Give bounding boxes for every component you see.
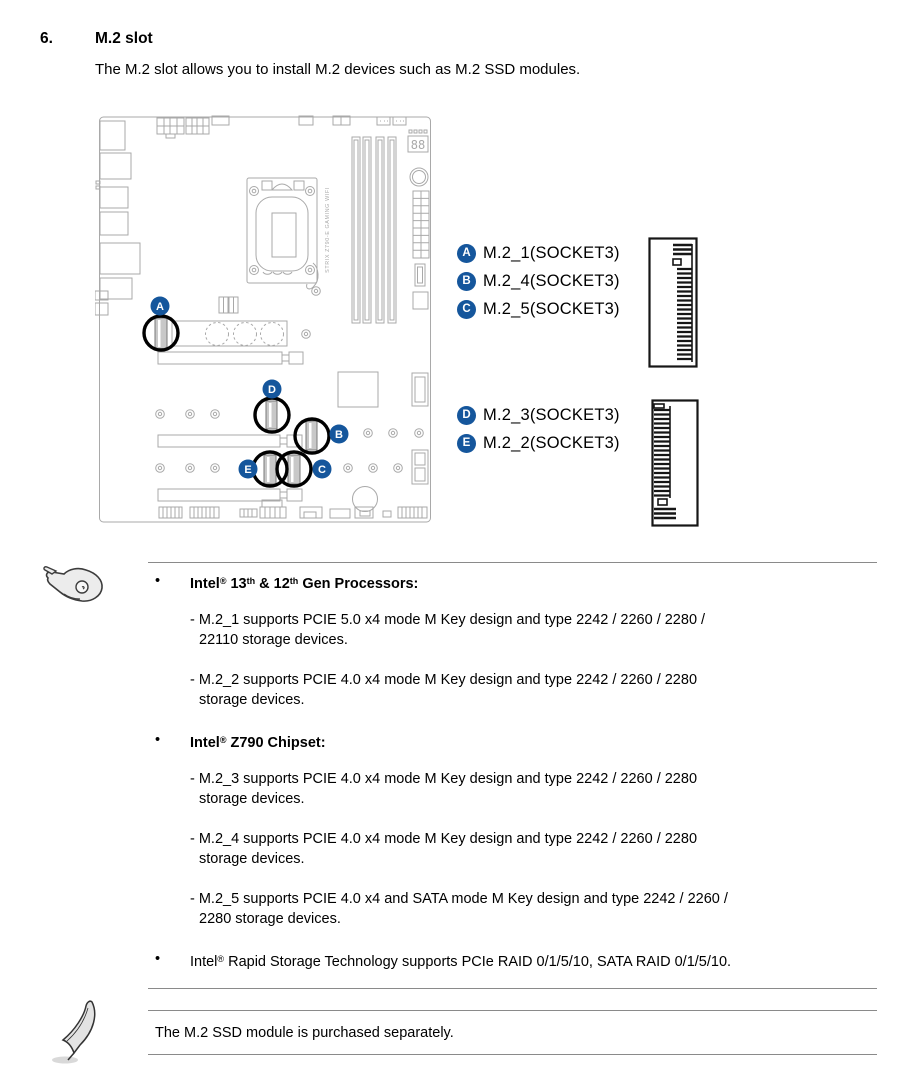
badge-e: E xyxy=(457,434,476,453)
board-marker-b xyxy=(330,425,349,444)
bullet-heading: Intel® Z790 Chipset: xyxy=(190,735,326,751)
note-block-main xyxy=(148,562,877,989)
board-marker-d xyxy=(263,380,282,399)
callout-label: M.2_3(SOCKET3) xyxy=(483,405,620,424)
callout-list-2 xyxy=(457,401,620,457)
bottom-headers xyxy=(159,500,427,518)
callout-label: M.2_1(SOCKET3) xyxy=(483,243,620,262)
m2-slot-c xyxy=(288,455,300,484)
badge-a: A xyxy=(457,244,476,263)
callout-m2-2 xyxy=(457,429,620,457)
note-subitem: - M.2_3 supports PCIE 4.0 x4 mode M Key design and type 2242 / 2260 / 2280 storage devices. xyxy=(190,771,698,807)
bullet-dot: • xyxy=(155,573,161,589)
small-headers-mid xyxy=(219,297,238,313)
board-model-label: STRIX Z790-E GAMING WIFI xyxy=(325,187,331,273)
svg-text:A: A xyxy=(156,301,164,313)
bullet-dot: • xyxy=(155,732,161,748)
callout-label: M.2_5(SOCKET3) xyxy=(483,299,620,318)
board-marker-e xyxy=(239,460,258,479)
bullet-dot: • xyxy=(155,951,161,967)
pcie-slot-1 xyxy=(158,352,303,364)
rear-io-ports xyxy=(95,121,140,315)
note-subitem: - M.2_4 supports PCIE 4.0 x4 mode M Key design and type 2242 / 2260 / 2280 storage devices. xyxy=(190,831,698,867)
chipset xyxy=(338,372,378,407)
note-bullet-0 xyxy=(148,571,877,730)
intro-text: The M.2 slot allows you to install M.2 devices such as M.2 SSD modules. xyxy=(95,61,581,78)
badge-d: D xyxy=(457,406,476,425)
m2-socket-drawing-2 xyxy=(646,398,702,528)
hand-icon xyxy=(42,563,108,620)
callout-label: M.2_2(SOCKET3) xyxy=(483,433,620,452)
m2-slot-b xyxy=(306,421,317,450)
motherboard-diagram xyxy=(95,115,435,525)
badge-b: B xyxy=(457,272,476,291)
note-subitem: - M.2_1 supports PCIE 5.0 x4 mode M Key design and type 2242 / 2260 / 2280 / 22110 storage devices. xyxy=(190,612,706,648)
m2-heatsink xyxy=(172,321,287,346)
callout-m2-3 xyxy=(457,401,620,429)
board-marker-c xyxy=(313,460,332,479)
pcie-slot-2 xyxy=(158,435,302,447)
section-title: M.2 slot xyxy=(95,30,153,47)
note-bullet-2 xyxy=(148,949,877,988)
m2-slot-e xyxy=(264,455,276,484)
bullet-heading: Intel® Rapid Storage Technology supports PCIe RAID 0/1/5/10, SATA RAID 0/1/5/10. xyxy=(190,954,732,970)
callout-m2-5 xyxy=(457,295,620,323)
note-bullet-1 xyxy=(148,730,877,949)
callout-list-1 xyxy=(457,239,620,323)
eps-power-connectors xyxy=(157,118,209,138)
note-subitem: - M.2_2 supports PCIE 4.0 x4 mode M Key design and type 2242 / 2260 / 2280 storage devices. xyxy=(190,672,698,708)
svg-text:E: E xyxy=(244,464,252,476)
right-edge-connectors xyxy=(412,264,428,484)
bullet-body xyxy=(190,730,728,949)
bullet-body xyxy=(190,571,705,730)
badge-c: C xyxy=(457,300,476,319)
atx-24pin-connector xyxy=(413,191,429,258)
section-number: 6. xyxy=(40,30,53,47)
m2-slot-a xyxy=(155,318,167,349)
cmos-battery xyxy=(353,487,378,517)
m2-socket-drawing-1 xyxy=(646,236,702,369)
bullet-heading: Intel® 13th & 12th Gen Processors: xyxy=(190,576,419,592)
dimm-slots xyxy=(352,137,396,323)
m2-slot-d xyxy=(266,401,277,429)
svg-text:C: C xyxy=(318,464,326,476)
power-button xyxy=(410,168,428,186)
callout-m2-1 xyxy=(457,239,620,267)
note-secondary-text: The M.2 SSD module is purchased separately. xyxy=(155,1024,454,1041)
note-subitem: - M.2_5 supports PCIE 4.0 x4 and SATA mode M Key design and type 2242 / 2260 / 2280 storage devices. xyxy=(190,891,728,927)
pencil-icon xyxy=(48,998,106,1071)
note-block-secondary xyxy=(148,1010,877,1055)
svg-text:B: B xyxy=(335,429,343,441)
svg-text:D: D xyxy=(268,384,276,396)
bullet-body xyxy=(190,949,731,988)
debug-led-digits: 88 xyxy=(410,138,426,152)
cpu-socket xyxy=(247,178,318,289)
callout-label: M.2_4(SOCKET3) xyxy=(483,271,620,290)
callout-m2-4 xyxy=(457,267,620,295)
board-marker-a xyxy=(151,297,170,316)
m2-slot-shapes xyxy=(155,318,317,484)
pcie-slot-3 xyxy=(158,489,302,501)
